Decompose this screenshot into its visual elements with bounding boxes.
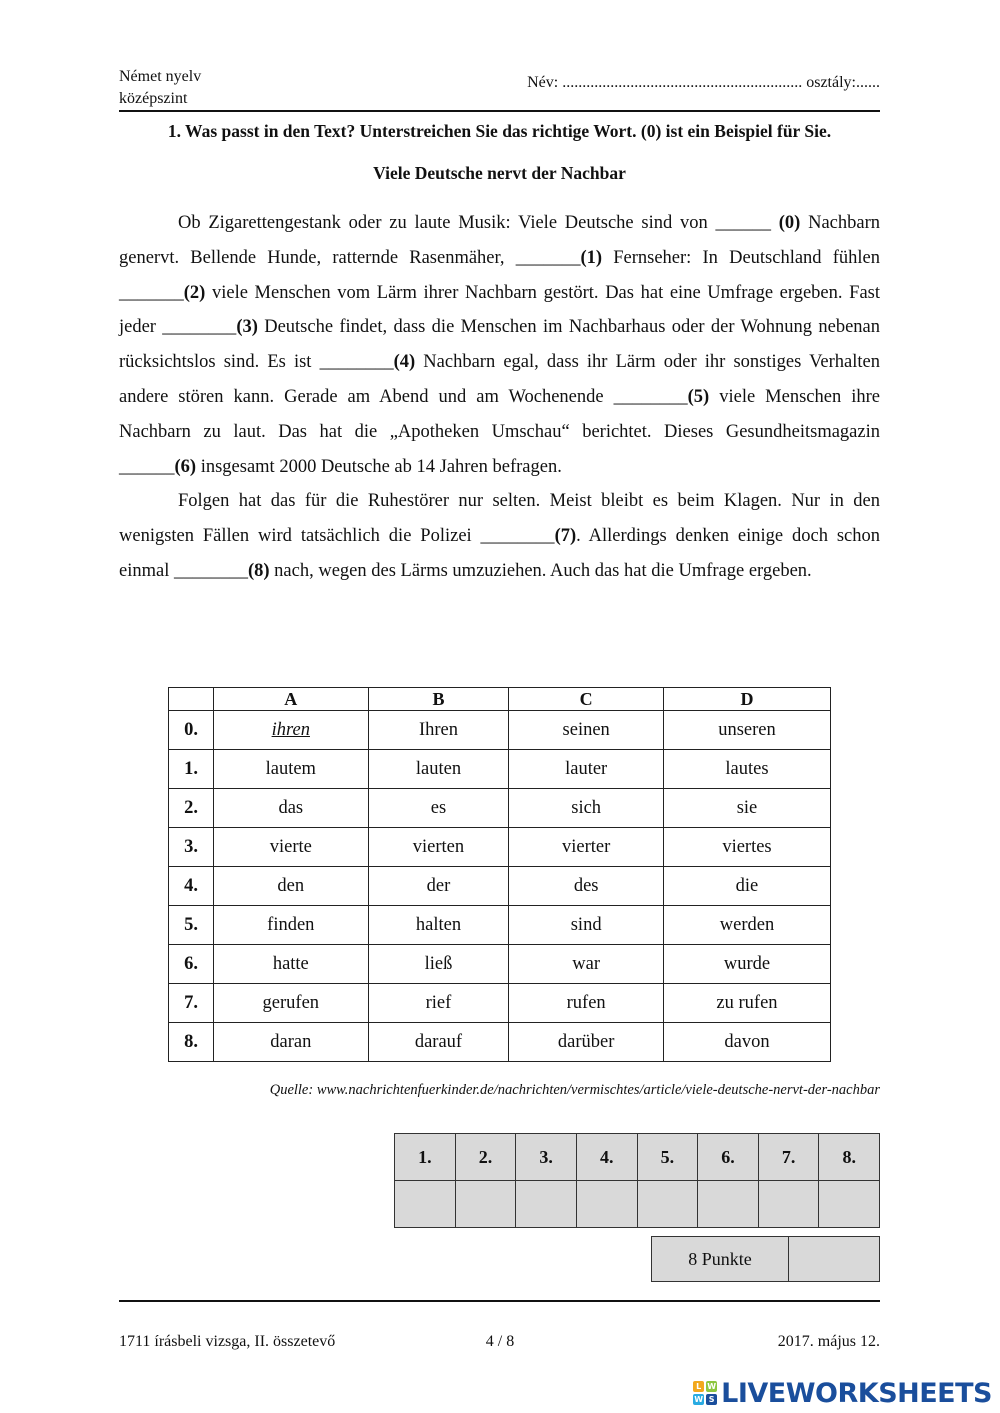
footer-page-number: 4 / 8 <box>485 1333 515 1350</box>
table-row <box>169 867 831 906</box>
exercise-text <box>119 206 880 589</box>
points-label: 8 Punkte <box>652 1237 789 1281</box>
option-a[interactable]: ihren <box>214 711 369 750</box>
answer-field[interactable] <box>637 1181 698 1228</box>
answer-label: 3. <box>516 1134 577 1181</box>
option-d[interactable]: wurde <box>663 945 830 984</box>
text-segment: Fernseher: In Deutschland fühlen _______ <box>119 247 880 303</box>
text-segment: Nachbarn genervt. Bellende Hunde, ratternde Rasenmäher, _______ <box>119 213 881 268</box>
source-citation: Quelle: www.nachrichtenfuerkinder.de/nachrichten/vermischtes/article/viele-deutsche-nervt-der-nachbar <box>269 1082 880 1098</box>
row-number: 4. <box>169 867 214 906</box>
option-a[interactable]: finden <box>214 906 369 945</box>
option-d[interactable]: viertes <box>663 828 830 867</box>
paragraph-2 <box>119 484 880 588</box>
answer-grid-inputs <box>395 1181 880 1228</box>
table-row <box>169 1023 831 1062</box>
option-b[interactable]: der <box>368 867 509 906</box>
option-d[interactable]: die <box>663 867 830 906</box>
option-b[interactable]: halten <box>368 906 509 945</box>
table-row <box>169 945 831 984</box>
gap-number: (8) <box>247 560 270 581</box>
option-c[interactable]: sind <box>509 906 664 945</box>
option-a[interactable]: den <box>214 867 369 906</box>
header-divider <box>119 110 880 112</box>
row-number: 8. <box>169 1023 214 1062</box>
task-instruction: 1. Was passt in den Text? Unterstreichen Sie das richtige Wort. (0) ist ein Beispiel für Sie. <box>167 121 832 141</box>
text-segment: . Allerdings denken einige doch schon einmal ________ <box>119 526 881 581</box>
option-d[interactable]: lautes <box>663 750 830 789</box>
option-a[interactable]: lautem <box>214 750 369 789</box>
liveworksheets-logo-icon <box>693 1381 717 1405</box>
table-row <box>169 906 831 945</box>
gap-number: (1) <box>580 247 603 268</box>
name-class-field[interactable]: Név: ............................................................ osztály:...... <box>527 74 880 91</box>
column-header-d: D <box>663 688 830 711</box>
option-b[interactable]: ließ <box>368 945 509 984</box>
answer-label: 1. <box>395 1134 456 1181</box>
table-row <box>169 984 831 1023</box>
row-number: 6. <box>169 945 214 984</box>
text-segment: Folgen hat das für die Ruhestörer nur selten. Meist bleibt es beim Klagen. Nur in den wenigsten Fällen wird tatsächlich die Polizei ________ <box>119 491 880 547</box>
row-number: 0. <box>169 711 214 750</box>
option-c[interactable]: sich <box>509 789 664 828</box>
footer-exam-code: 1711 írásbeli vizsga, II. összetevő <box>119 1333 336 1350</box>
option-c[interactable]: war <box>509 945 664 984</box>
text-segment: insgesamt 2000 Deutsche ab 14 Jahren befragen. <box>196 456 562 477</box>
option-c[interactable]: seinen <box>509 711 664 750</box>
option-b[interactable]: darauf <box>368 1023 509 1062</box>
points-score-field[interactable] <box>789 1237 879 1281</box>
answer-label: 7. <box>758 1134 819 1181</box>
option-d[interactable]: zu rufen <box>663 984 830 1023</box>
column-header-a: A <box>214 688 369 711</box>
footer-divider <box>119 1300 880 1302</box>
answer-label: 2. <box>455 1134 516 1181</box>
options-table <box>168 687 831 1062</box>
gap-number: (7) <box>554 526 577 547</box>
gap-number: (0) <box>778 213 801 233</box>
table-row <box>169 711 831 750</box>
answer-field[interactable] <box>698 1181 759 1228</box>
option-a[interactable]: daran <box>214 1023 369 1062</box>
option-d[interactable]: davon <box>663 1023 830 1062</box>
gap-number: (6) <box>174 456 197 477</box>
gap-number: (4) <box>393 352 416 373</box>
table-row <box>169 828 831 867</box>
option-b[interactable]: Ihren <box>368 711 509 750</box>
table-row <box>169 750 831 789</box>
text-segment: viele Menschen ihre Nachbarn zu laut. Das hat die „Apotheken Umschau“ berichtet. Dieses Gesundheitsmagazin ______ <box>119 386 880 477</box>
row-number: 2. <box>169 789 214 828</box>
answer-grid-labels <box>395 1134 880 1181</box>
option-a[interactable]: gerufen <box>214 984 369 1023</box>
row-number: 5. <box>169 906 214 945</box>
footer-date: 2017. május 12. <box>777 1333 880 1350</box>
answer-field[interactable] <box>576 1181 637 1228</box>
column-header-b: B <box>368 688 509 711</box>
option-d[interactable]: sie <box>663 789 830 828</box>
option-c[interactable]: darüber <box>509 1023 664 1062</box>
table-row <box>169 789 831 828</box>
row-number: 3. <box>169 828 214 867</box>
liveworksheets-wordmark: LIVEWORKSHEETS <box>721 1377 992 1409</box>
option-b[interactable]: rief <box>368 984 509 1023</box>
text-segment: nach, wegen des Lärms umzuziehen. Auch das hat die Umfrage ergeben. <box>269 560 812 581</box>
answer-field[interactable] <box>819 1181 880 1228</box>
option-b[interactable]: lauten <box>368 750 509 789</box>
option-b[interactable]: es <box>368 789 509 828</box>
answer-field[interactable] <box>395 1181 456 1228</box>
text-title: Viele Deutsche nervt der Nachbar <box>373 163 626 183</box>
option-c[interactable]: lauter <box>509 750 664 789</box>
option-c[interactable]: rufen <box>509 984 664 1023</box>
text-segment: viele Menschen vom Lärm ihrer Nachbarn gestört. Das hat eine Umfrage ergeben. Fast jeder ________ <box>119 282 880 338</box>
text-segment: Deutsche findet, dass die Menschen im Nachbarhaus oder der Wohnung nebenan rücksichtslos sind. Es ist ________ <box>119 317 880 373</box>
answer-label: 8. <box>819 1134 880 1181</box>
option-c[interactable]: des <box>509 867 664 906</box>
answer-label: 5. <box>637 1134 698 1181</box>
logo-tile: W <box>694 1395 704 1404</box>
logo-tile: S <box>706 1394 717 1405</box>
paragraph-1 <box>119 206 880 484</box>
option-c[interactable]: vierter <box>509 828 664 867</box>
options-header-row <box>169 688 831 711</box>
answer-label: 6. <box>698 1134 759 1181</box>
option-a[interactable]: hatte <box>214 945 369 984</box>
answer-field[interactable] <box>455 1181 516 1228</box>
answer-field[interactable] <box>516 1181 577 1228</box>
points-box <box>651 1236 880 1282</box>
logo-tile: L <box>693 1381 704 1392</box>
gap-number: (2) <box>183 282 206 303</box>
answer-label: 4. <box>576 1134 637 1181</box>
answer-grid <box>394 1133 880 1228</box>
option-d[interactable]: werden <box>663 906 830 945</box>
row-number: 1. <box>169 750 214 789</box>
option-b[interactable]: vierten <box>368 828 509 867</box>
logo-tile: W <box>707 1382 717 1391</box>
subject-line-2: középszint <box>119 90 188 107</box>
option-a[interactable]: vierte <box>214 828 369 867</box>
exam-subject <box>119 66 201 110</box>
row-number: 7. <box>169 984 214 1023</box>
column-header-c: C <box>509 688 664 711</box>
option-d[interactable]: unseren <box>663 711 830 750</box>
text-segment: Nachbarn egal, dass ihr Lärm oder ihr sonstiges Verhalten andere stören kann. Gerade am Abend und am Wochenende ________ <box>119 352 880 407</box>
option-a[interactable]: das <box>214 789 369 828</box>
gap-number: (5) <box>687 386 710 407</box>
text-segment: Ob Zigarettengestank oder zu laute Musik: Viele Deutsche sind von ______ <box>178 213 779 233</box>
column-header-blank <box>169 688 214 711</box>
answer-field[interactable] <box>758 1181 819 1228</box>
liveworksheets-logo[interactable] <box>693 1376 992 1410</box>
gap-number: (3) <box>236 317 258 338</box>
subject-line-1: Német nyelv <box>119 68 202 85</box>
